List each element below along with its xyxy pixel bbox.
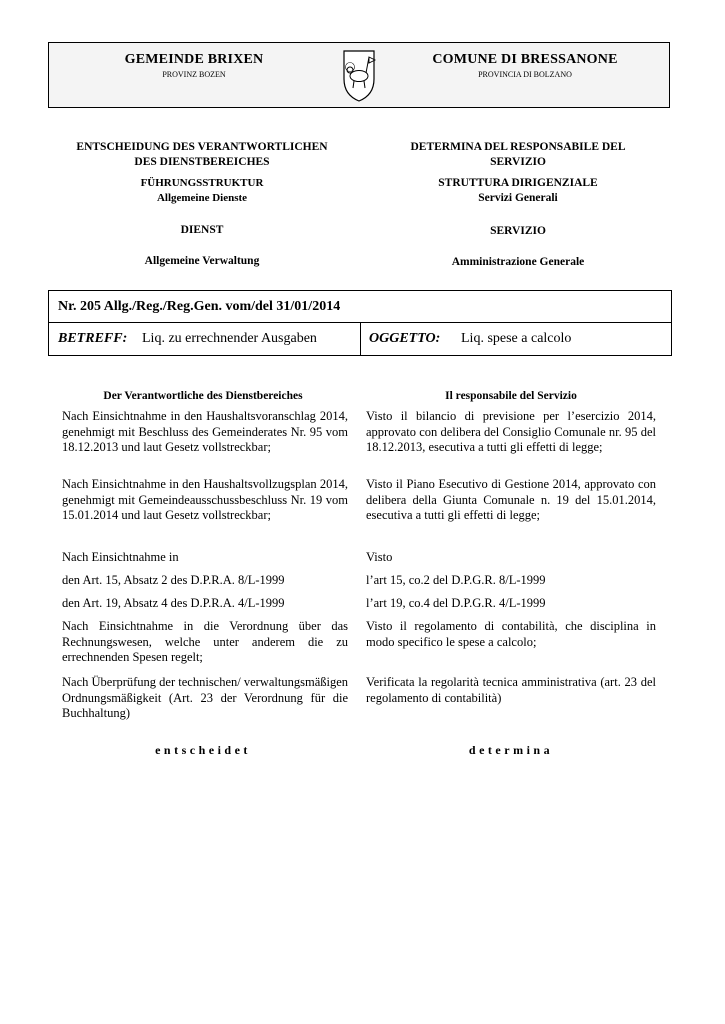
paragraph-it-4: l’art 15, co.2 del D.P.G.R. 8/L-1999 <box>366 573 546 587</box>
province-name-de: PROVINZ BOZEN <box>162 70 226 79</box>
structure-value-de: Allgemeine Dienste <box>156 192 248 204</box>
letterhead <box>48 42 670 108</box>
subject-row <box>49 323 671 355</box>
paragraph-de-1: Nach Einsichtnahme in den Haushaltsvoranschlag 2014, genehmigt mit Beschluss des Gemeinderates Nr. 95 vom 18.12.2013 und laut Gesetz vollstreckbar; <box>62 409 348 454</box>
subject-de <box>49 323 361 355</box>
municipality-name-de: GEMEINDE BRIXEN <box>124 52 264 67</box>
paragraph-de-6: Nach Einsichtnahme in die Verordnung über das Rechnungswesen, welche unter anderem die zu errechnenden Spesen regelt; <box>62 619 348 664</box>
paragraph-de-7: Nach Überprüfung der technischen/ verwaltungsmäßigen Ordnungsmäßigkeit (Art. 23 der Verordnung für die Buchhaltung) <box>62 675 349 720</box>
municipality-name-it: COMUNE DI BRESSANONE <box>432 52 618 67</box>
title-de <box>48 140 356 206</box>
subject-it <box>361 323 671 355</box>
title-it <box>366 140 670 206</box>
paragraph-de-3: Nach Einsichtnahme in <box>62 550 179 564</box>
paragraph-de-2: Nach Einsichtnahme in den Haushaltsvollzugsplan 2014, genehmigt mit Gemeindeausschussbeschluss Nr. 19 vom 15.01.2014 und laut Gesetz vollstreckbar; <box>62 477 348 522</box>
subject-text-de: Liq. zu errechnender Ausgaben <box>142 331 317 346</box>
service-value-it: Amministrazione Generale <box>451 256 585 268</box>
service-label-de: DIENST <box>180 224 224 236</box>
body-heading-de: Der Verantwortliche des Dienstbereiches <box>103 390 303 402</box>
structure-value-it: Servizi Generali <box>478 192 558 204</box>
paragraph-it-6: Visto il regolamento di contabilità, che disciplina in modo specifico le spese a calcolo; <box>366 619 656 649</box>
service-value-de: Allgemeine Verwaltung <box>144 255 260 267</box>
subject-label-de: BETREFF: <box>58 331 128 346</box>
structure-label-de: FÜHRUNGSSTRUKTUR <box>140 177 264 189</box>
title-it-line1: DETERMINA DEL RESPONSABILE DEL <box>410 141 626 153</box>
paragraph-it-5: l’art 19, co.4 del D.P.G.R. 4/L-1999 <box>366 596 546 610</box>
paragraph-de-5: den Art. 19, Absatz 4 des D.P.R.A. 4/L-1999 <box>62 596 285 610</box>
lamb-crest-icon <box>339 43 379 107</box>
paragraph-it-7: Verificata la regolarità tecnica amministrativa (art. 23 del regolamento di contabilità) <box>366 675 656 705</box>
municipality-de <box>49 43 339 107</box>
decision-it: determina <box>468 743 554 757</box>
paragraph-de-4: den Art. 15, Absatz 2 des D.P.R.A. 8/L-1999 <box>62 573 285 587</box>
paragraph-it-2: Visto il Piano Esecutivo di Gestione 2014, approvato con delibera della Giunta Comunale n. 19 del 15.01.2014, esecutiva a tutti gli effetti di legge; <box>366 477 656 522</box>
structure-label-it: STRUTTURA DIRIGENZIALE <box>438 177 598 189</box>
title-it-line2: SERVIZIO <box>490 156 546 168</box>
body-heading-it: Il responsabile del Servizio <box>445 390 577 402</box>
paragraph-it-3: Visto <box>366 550 393 564</box>
province-name-it: PROVINCIA DI BOLZANO <box>478 70 572 79</box>
paragraph-it-1: Visto il bilancio di previsione per l’esercizio 2014, approvato con delibera del Consiglio Comunale nr. 95 del 18.12.2013, esecutiva a tutti gli effetti di legge; <box>366 409 656 454</box>
decision-de: entscheidet <box>155 743 251 757</box>
title-de-line1: ENTSCHEIDUNG DES VERANTWORTLICHEN <box>76 141 328 153</box>
subject-label-it: OGGETTO: <box>369 331 441 346</box>
subject-text-it: Liq. spese a calcolo <box>461 331 572 346</box>
service-label-it: SERVIZIO <box>490 225 546 237</box>
resolution-number: Nr. 205 Allg./Reg./Reg.Gen. vom/del 31/01/2014 <box>49 291 671 323</box>
resolution-box <box>48 290 672 356</box>
title-de-line2: DES DIENSTBEREICHES <box>134 156 270 168</box>
municipality-it <box>379 43 671 107</box>
